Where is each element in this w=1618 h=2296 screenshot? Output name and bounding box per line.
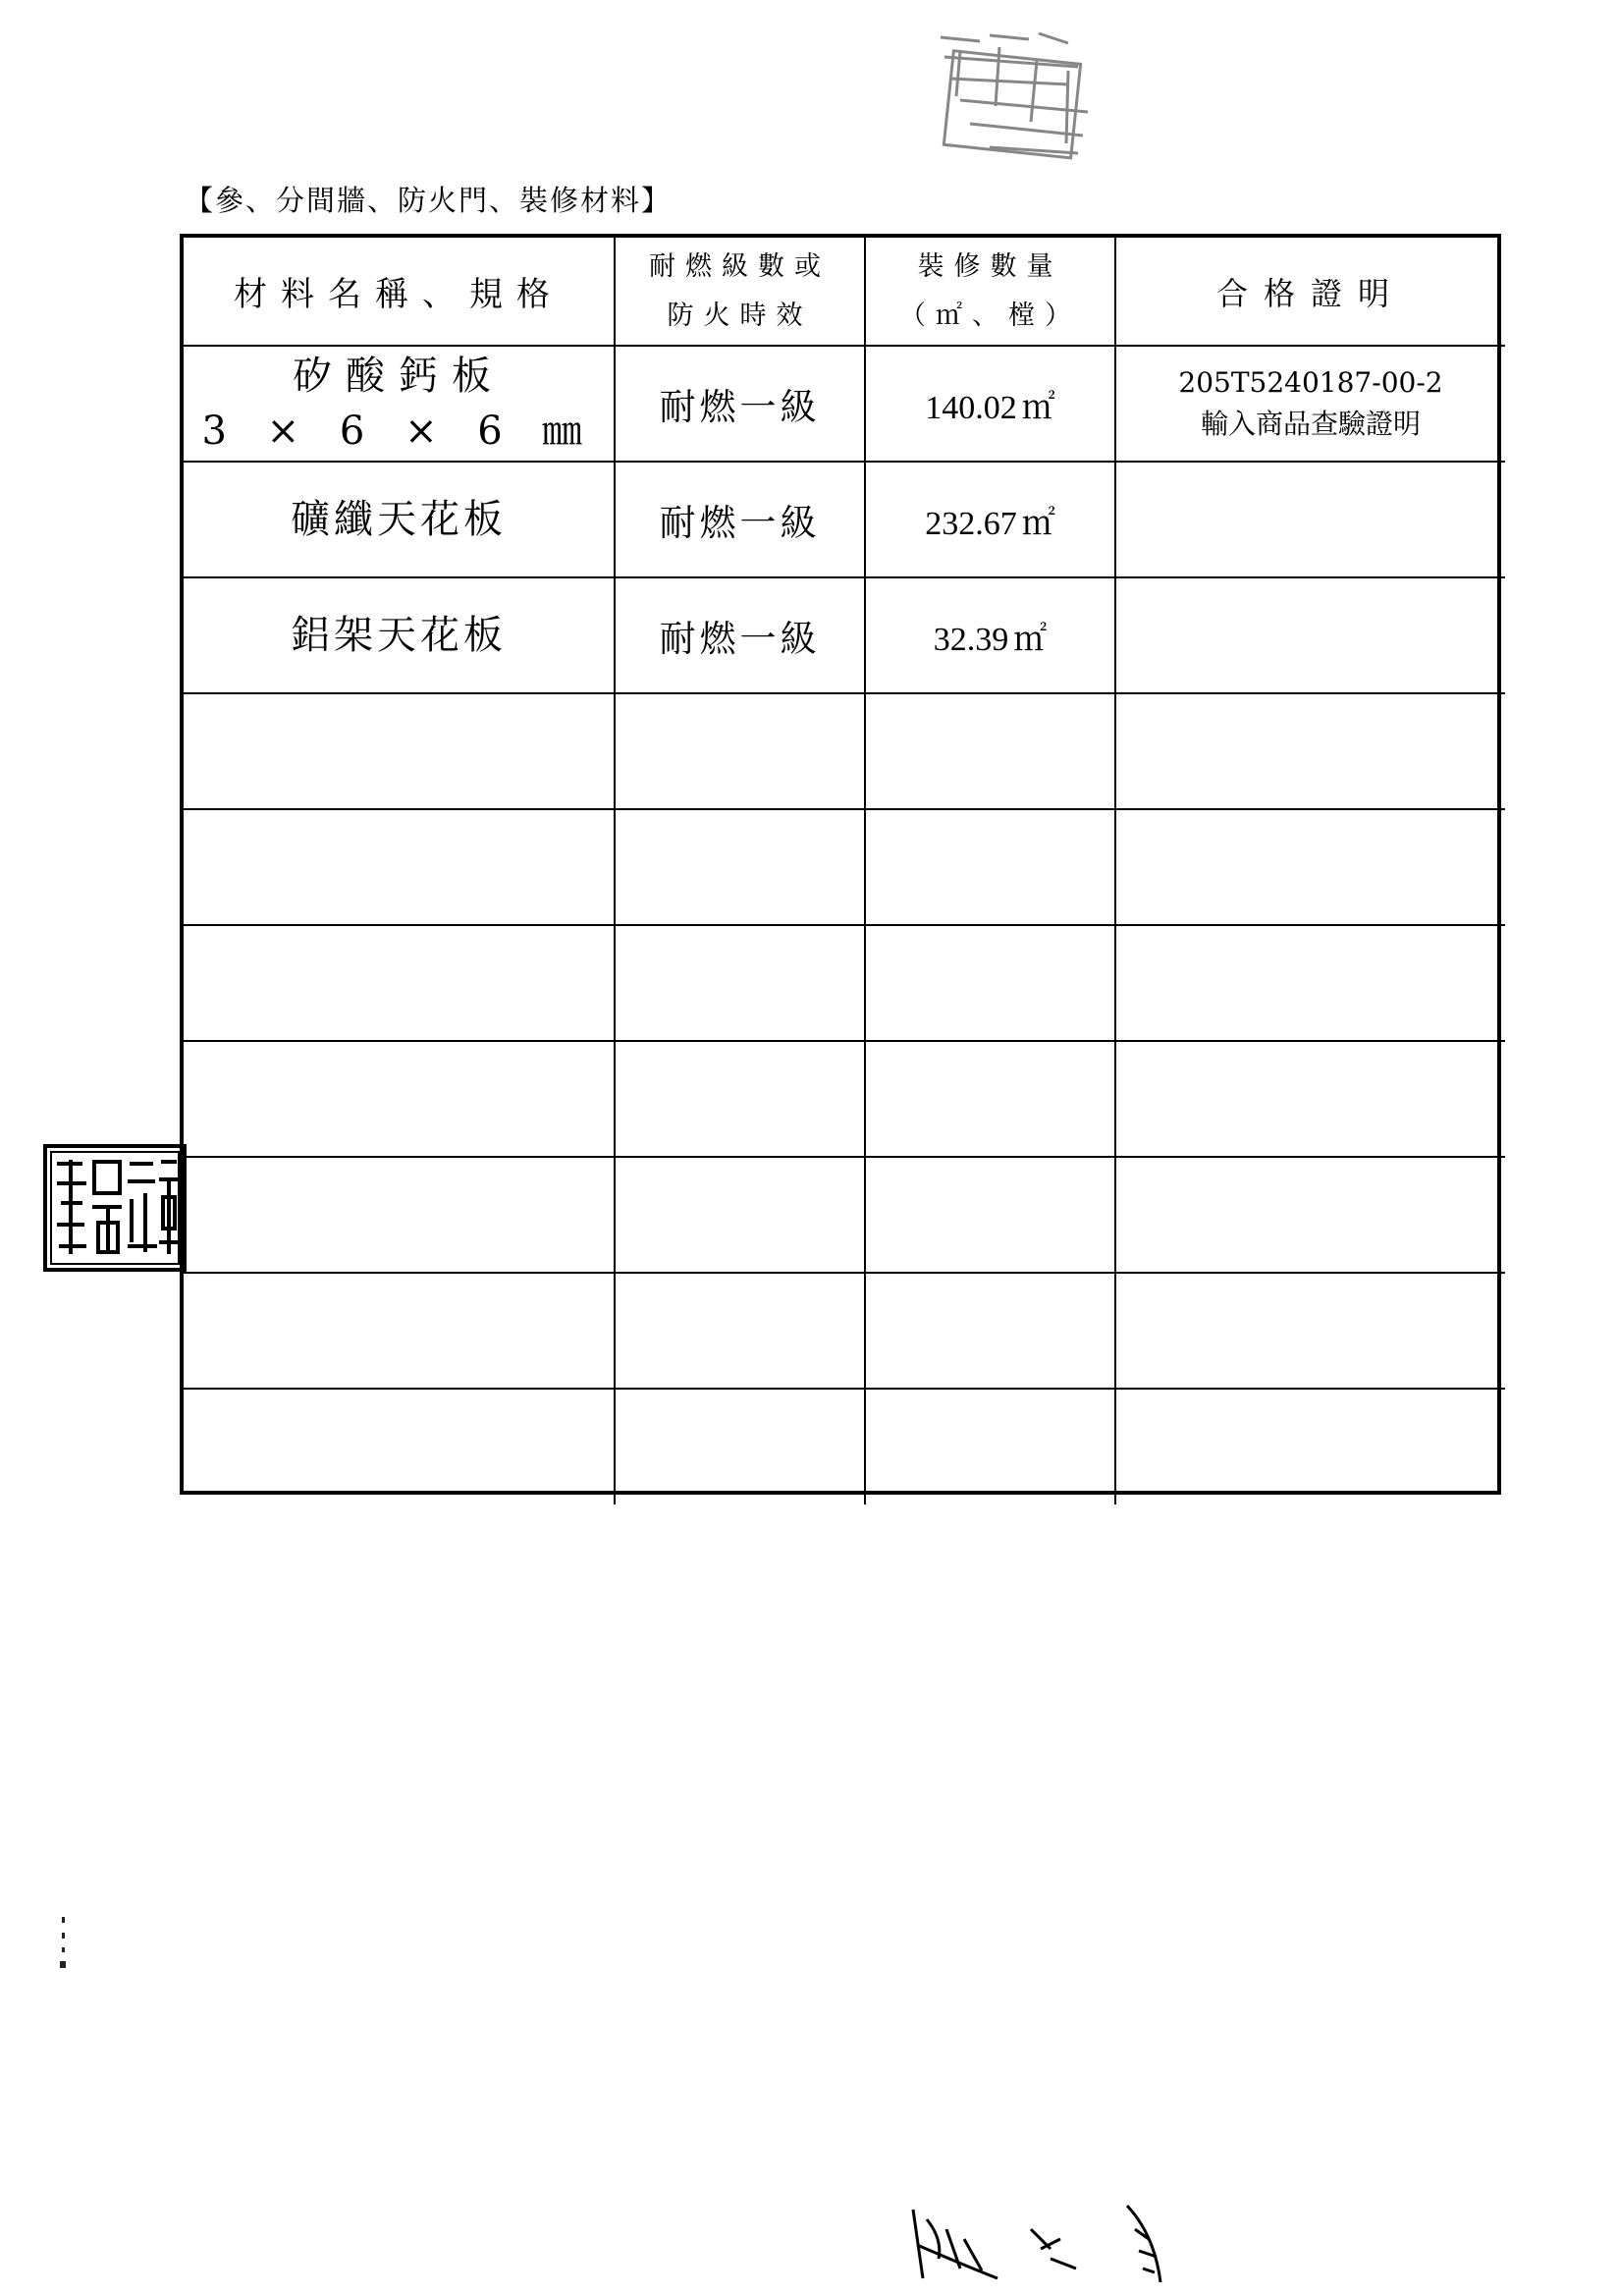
row-fire-grade [615, 346, 865, 462]
quantity-value: 232.67 [925, 505, 1017, 542]
material-name: 鋁架天花板 [291, 613, 507, 658]
materials-table [180, 234, 1501, 1495]
certificate-code: 205T5240187-00-2 [1178, 366, 1443, 399]
header-material-name [184, 238, 615, 346]
header-quantity-line2: （㎡、樘） [899, 300, 1081, 331]
row-quantity [865, 346, 1115, 462]
table-row-empty [184, 1389, 1505, 1504]
fire-grade: 耐燃一級 [659, 618, 821, 660]
table-row-empty [184, 809, 1505, 925]
row-certificate [1115, 577, 1505, 693]
scan-speck [62, 1917, 65, 1923]
header-quantity [865, 238, 1115, 346]
table-row [184, 577, 1505, 693]
official-seal-stamp [921, 27, 1098, 165]
header-quantity-line1: 裝修數量 [917, 250, 1063, 282]
fire-grade: 耐燃一級 [659, 502, 821, 544]
architect-seal-stamp [43, 1144, 187, 1272]
table-row-empty [184, 693, 1505, 809]
table-row-empty [184, 925, 1505, 1041]
row-material-name [184, 577, 615, 693]
row-certificate [1115, 462, 1505, 577]
row-material-name [184, 346, 615, 462]
material-name: 矽酸鈣板 [293, 354, 505, 399]
row-fire-grade [615, 577, 865, 693]
date-stamp [903, 2200, 1198, 2288]
quantity-unit: ㎡ [1021, 389, 1055, 426]
quantity-value: 32.39 [933, 621, 1009, 658]
quantity-value: 140.02 [925, 389, 1017, 426]
row-quantity [865, 462, 1115, 577]
table-header-row [184, 238, 1505, 346]
scan-speck [62, 1933, 65, 1939]
header-certificate-label: 合格證明 [1215, 274, 1405, 312]
header-material-name-label: 材料名稱、規格 [234, 275, 564, 314]
table-row [184, 462, 1505, 577]
row-certificate [1115, 346, 1505, 462]
row-material-name [184, 462, 615, 577]
header-fire-grade-line2: 防火時效 [667, 300, 813, 331]
row-fire-grade [615, 462, 865, 577]
quantity-unit: ㎡ [1013, 621, 1048, 658]
table-row [184, 346, 1505, 462]
header-fire-grade [615, 238, 865, 346]
row-quantity [865, 577, 1115, 693]
table-row-empty [184, 1157, 1505, 1273]
material-spec: 3 × 6 × 6 ㎜ [201, 409, 596, 454]
scan-speck [60, 1961, 66, 1968]
table-row-empty [184, 1041, 1505, 1157]
table-row-empty [184, 1273, 1505, 1389]
document-title: 【參、分間牆、防火門、裝修材料】 [185, 184, 673, 217]
header-certificate [1115, 238, 1505, 346]
quantity-unit: ㎡ [1021, 505, 1055, 542]
material-name: 礦纖天花板 [291, 497, 507, 542]
scan-speck [62, 1947, 65, 1952]
fire-grade: 耐燃一級 [659, 386, 821, 428]
header-fire-grade-line1: 耐燃級數或 [649, 250, 831, 282]
certificate-text: 輸入商品查驗證明 [1200, 408, 1421, 440]
